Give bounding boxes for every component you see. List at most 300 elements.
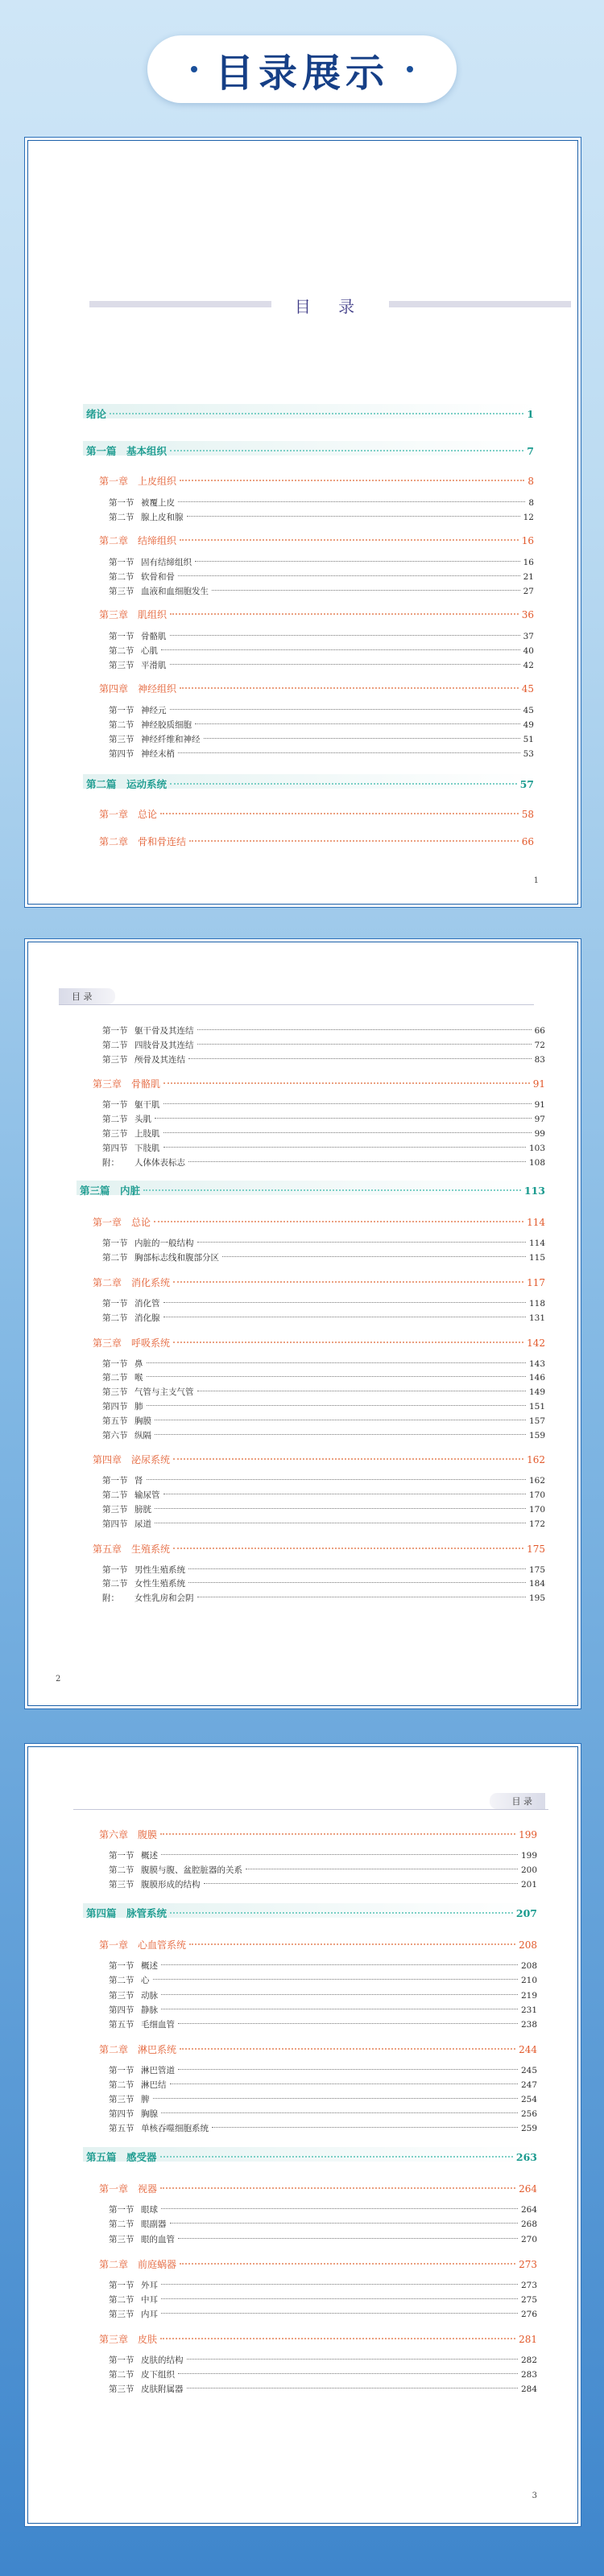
toc-page-number: 208 [520,1961,537,1972]
section-title: 胸膜 [134,1416,151,1426]
toc-page-number: 117 [527,1277,545,1288]
toc-section-entry[interactable] [102,1503,545,1515]
toc-entry-title: 第一章 心血管系统 [99,1939,187,1952]
toc-entry-title [102,1053,185,1065]
toc-page-number: 208 [519,1939,537,1952]
toc-section-entry[interactable] [102,1489,545,1501]
toc-page-number: 159 [528,1430,545,1440]
toc-section-entry[interactable] [109,2122,537,2134]
toc-section-entry[interactable] [109,2004,537,2016]
dot-leader [163,1147,526,1148]
toc-entry-title: 第三章 呼吸系统 [93,1337,171,1349]
toc-page-number: 195 [528,1593,545,1604]
toc-page-number: 175 [527,1543,545,1555]
toc-page-number: 219 [520,1990,537,2001]
section-title: 静脉 [141,2005,158,2015]
section-number: 第四节 [102,1519,128,1529]
toc-section-entry[interactable] [109,1974,537,1986]
toc-section-entry[interactable] [102,1237,545,1249]
section-title: 淋巴结 [141,2079,167,2090]
toc-entry-title: 第四篇 脉管系统 [86,1907,168,1920]
toc-section-entry[interactable] [109,2018,537,2030]
toc-section-entry[interactable] [109,585,534,597]
toc-section-entry[interactable] [102,1297,545,1309]
toc-page-number: 175 [528,1564,545,1575]
toc-page-3 [27,1746,578,2524]
section-number: 第四节 [102,1143,128,1153]
toc-page-2 [27,942,578,1706]
toc-entry-title [109,585,209,597]
dot-leader [189,1943,515,1945]
toc-section-entry[interactable] [102,1053,545,1065]
toc-section-entry[interactable] [109,556,534,568]
toc-page-number: 115 [528,1253,545,1263]
toc-entry-title [109,2093,150,2105]
toc-page-number: 201 [520,1880,537,1890]
toc-entry-title [109,2383,184,2395]
section-title: 人体体表标志 [134,1157,185,1168]
section-title: 神经末梢 [141,749,175,759]
section-title: 上肢肌 [134,1129,160,1139]
section-title: 单核吞噬细胞系统 [141,2124,209,2134]
toc-page-number: 268 [520,2219,537,2230]
section-number: 第三节 [109,587,134,596]
toc-entry-title [102,1429,151,1441]
running-header-label: 目 录 [59,988,115,1004]
dot-leader [188,1161,526,1162]
toc-part-entry[interactable] [86,406,534,421]
toc-section-entry[interactable] [102,1127,545,1140]
dot-leader [160,2187,515,2189]
toc-page-number: 284 [520,2384,537,2395]
toc-chapter-entry[interactable] [93,1215,545,1229]
toc-page-number: 51 [523,735,534,744]
toc-chapter-entry[interactable] [93,1077,545,1090]
toc-page-number: 231 [520,2005,537,2015]
section-number: 第二节 [109,1865,134,1876]
toc-section-entry[interactable] [109,645,534,657]
section-number: 第三节 [109,1990,134,2001]
dot-leader [212,2127,518,2128]
section-number: 第一节 [109,2205,134,2215]
toc-section-entry[interactable] [109,2218,537,2230]
toc-page-number: 57 [519,778,534,790]
toc-entry-title: 第一篇 基本组织 [86,445,168,457]
dot-leader [197,1044,532,1045]
toc-chapter-entry[interactable] [99,1938,537,1952]
toc-page-number: 247 [520,2079,537,2090]
running-header [59,989,542,1004]
page-number: 1 [533,876,539,885]
toc-part-entry[interactable] [86,777,534,791]
toc-section-entry[interactable] [109,2233,537,2245]
toc-part-entry[interactable] [86,443,534,458]
toc-section-entry[interactable] [109,2108,537,2120]
toc-chapter-entry[interactable] [99,2182,537,2195]
section-title: 内耳 [141,2309,158,2319]
toc-section-entry[interactable] [109,704,534,716]
toc-page-number: 263 [515,2151,537,2164]
toc-entry-title: 第二篇 运动系统 [86,778,168,790]
section-number: 第三节 [102,1129,128,1139]
toc-entry-title: 绪论 [86,408,107,420]
section-title: 骨骼肌 [141,632,167,641]
section-title: 心肌 [141,646,158,656]
toc-section-entry[interactable] [102,1518,545,1530]
dot-leader [160,2156,513,2158]
dot-leader [170,664,520,665]
toc-entry-title [102,1592,194,1604]
toc-section-entry[interactable] [109,2203,537,2215]
section-number: 第三节 [109,661,134,670]
toc-entry-title [102,1564,185,1576]
toc-entry-title [102,1127,160,1140]
dot-leader [160,813,519,814]
section-title: 皮肤附属器 [141,2384,184,2395]
toc-section-entry[interactable] [102,1098,545,1111]
dot-leader [160,2338,515,2339]
toc-page-number: 16 [523,558,534,567]
toc-entry-title: 第一章 总论 [99,809,158,820]
toc-chapter-entry[interactable] [99,2042,537,2056]
section-title: 纵隔 [134,1430,151,1440]
section-number: 第二节 [102,1373,128,1383]
toc-page-number: 27 [523,587,534,596]
toc-page-number: 108 [528,1157,545,1168]
toc-entry-title [109,719,192,731]
toc-section-entry[interactable] [109,2093,537,2105]
toc-page-number: 37 [523,632,534,641]
toc-entry-title [109,645,158,657]
toc-page-number: 199 [519,1829,537,1840]
toc-page-number: 16 [521,535,534,546]
toc-chapter-entry[interactable] [93,1336,545,1350]
toc-chapter-entry[interactable] [99,608,534,621]
toc-page-number: 45 [523,706,534,715]
toc-page-number: 66 [521,836,534,847]
toc-entry-title: 第三篇 内脏 [80,1185,141,1197]
toc-chapter-entry[interactable] [99,835,534,848]
dot-leader [204,1883,518,1884]
section-title: 中耳 [141,2294,158,2305]
toc-section-entry[interactable] [102,1592,545,1604]
toc-section-entry[interactable] [102,1358,545,1370]
toc-section-entry[interactable] [102,1400,545,1412]
section-title: 男性生殖系统 [134,1564,185,1575]
toc-page-number: 238 [520,2019,537,2030]
section-title: 血液和血细胞发生 [141,587,209,596]
section-number: 第二节 [109,2219,134,2230]
toc-page-number: 58 [521,809,534,820]
toc-page-number: 157 [528,1416,545,1426]
dot-leader [160,1833,515,1835]
dot-leader [161,2284,518,2285]
dot-leader [161,2208,518,2209]
toc-entry-title [102,1386,194,1398]
toc-section-entry[interactable] [109,2308,537,2320]
toc-entry-title [102,1237,194,1249]
toc-section-entry[interactable] [102,1251,545,1263]
toc-entry-title [109,1974,150,1986]
toc-section-entry[interactable] [109,2064,537,2076]
toc-page-number: 273 [520,2280,537,2290]
section-number: 第一节 [109,1961,134,1972]
section-title: 头肌 [134,1115,151,1125]
toc-page-number: 276 [520,2309,537,2319]
toc-page-number: 1 [527,408,534,420]
section-title: 平滑肌 [141,661,167,670]
toc-section-entry[interactable] [109,733,534,745]
toc-page-number: 146 [528,1373,545,1383]
toc-chapter-entry[interactable] [93,1276,545,1289]
section-title: 固有结缔组织 [141,558,192,567]
section-title: 淋巴管道 [141,2065,175,2075]
toc-page-number: 283 [520,2370,537,2380]
dot-leader [161,2298,518,2299]
toc-section-entry[interactable] [102,1386,545,1398]
toc-page-number: 245 [520,2065,537,2075]
toc-section-entry[interactable] [109,2079,537,2091]
section-title: 腺上皮和腺 [141,513,184,522]
toc-page-number: 143 [528,1358,545,1369]
section-title: 神经元 [141,706,167,715]
toc-section-entry[interactable] [109,497,534,509]
toc-entry-title: 第四章 神经组织 [99,683,177,694]
toc-entry-title [109,1849,158,1861]
toc-entry-title [109,556,192,568]
toc-section-entry[interactable] [109,748,534,760]
section-title: 概述 [141,1961,158,1972]
toc-section-entry[interactable] [102,1024,545,1037]
toc-section-entry[interactable] [102,1474,545,1486]
toc-section-entry[interactable] [109,630,534,642]
section-title: 女性生殖系统 [134,1579,185,1589]
toc-entry-title [109,2122,209,2134]
section-title: 躯干肌 [134,1100,160,1111]
dot-leader [188,1582,526,1583]
section-number: 第二节 [102,1313,128,1323]
toc-entry-title [109,2108,158,2120]
toc-page-1 [27,140,578,905]
dot-leader [195,561,520,562]
toc-section-entry[interactable] [109,2383,537,2395]
section-title: 外耳 [141,2280,158,2290]
dot-leader [178,2069,518,2070]
section-title: 心 [141,1976,150,1986]
section-title: 眼的血管 [141,2234,175,2244]
toc-section-entry[interactable] [109,1849,537,1861]
section-number: 第一节 [109,2065,134,2075]
toc-section-entry[interactable] [102,1577,545,1589]
bullet-dot-right [407,66,413,72]
toc-page-number: 113 [523,1185,545,1197]
section-title: 概述 [141,1851,158,1861]
toc-section-entry[interactable] [109,571,534,583]
toc-chapter-entry[interactable] [99,2257,537,2271]
toc-chapter-entry[interactable] [99,682,534,695]
toc-chapter-entry[interactable] [99,1828,537,1841]
dot-leader [154,1221,523,1222]
dot-leader [173,1548,523,1549]
section-title: 躯干骨及其连结 [134,1026,194,1036]
toc-page-number: 275 [520,2294,537,2305]
toc-entry-title [109,2354,184,2366]
section-number: 第三节 [109,2384,134,2395]
toc-part-entry[interactable] [86,1906,537,1920]
toc-section-entry[interactable] [102,1113,545,1125]
dot-leader [189,840,519,842]
dot-leader [161,1964,518,1965]
toc-entry-title [109,2018,175,2030]
section-title: 腹膜形成的结构 [141,1880,201,1890]
dot-leader [170,635,520,636]
toc-page-number: 270 [520,2234,537,2244]
section-number: 第六节 [102,1430,128,1440]
dot-leader [163,1082,530,1084]
section-number: 第一节 [109,2355,134,2365]
section-title: 皮下组织 [141,2370,175,2380]
dot-leader [173,1281,523,1283]
section-title: 内脏的一般结构 [134,1239,194,1249]
toc-section-entry[interactable] [109,2354,537,2366]
toc-section-entry[interactable] [102,1415,545,1427]
toc-section-entry[interactable] [109,2294,537,2306]
toc-section-entry[interactable] [109,1989,537,2001]
toc-page-number: 259 [520,2124,537,2134]
toc-section-entry[interactable] [109,659,534,671]
toc-section-entry[interactable] [109,511,534,523]
dot-leader [187,516,520,517]
toc-chapter-entry[interactable] [99,474,534,488]
toc-entry-title [102,1415,151,1427]
toc-entry-title [102,1371,143,1383]
section-number: 第四节 [109,2109,134,2120]
dot-leader [155,1508,526,1509]
page-number: 3 [532,2492,537,2500]
toc-page-number: 45 [521,683,534,694]
section-title: 软骨和骨 [141,572,175,582]
toc-entry-title [109,1864,242,1876]
toc-entry-title [109,2368,175,2380]
section-number: 第三节 [109,1880,134,1890]
section-title: 下肢肌 [134,1143,160,1153]
dot-leader [178,2238,518,2239]
section-title: 眼球 [141,2205,158,2215]
toc-entry-title: 第二章 前庭蜗器 [99,2258,177,2270]
dot-leader [153,1979,518,1980]
toc-chapter-entry[interactable] [93,1542,545,1556]
dot-leader [161,2313,518,2314]
section-number: 第二节 [102,1490,128,1501]
toc-section-entry[interactable] [109,1960,537,1972]
section-title: 气管与主支气管 [134,1387,194,1398]
section-number: 第三节 [102,1054,128,1065]
section-title: 颅骨及其连结 [134,1054,185,1065]
toc-page-number: 83 [534,1054,545,1065]
dot-leader [173,1458,523,1460]
toc-section-entry[interactable] [102,1312,545,1324]
section-number: 第一节 [102,1239,128,1249]
title-banner [147,35,457,103]
toc-section-entry[interactable] [102,1156,545,1168]
toc-section-entry[interactable] [109,2279,537,2291]
toc-chapter-entry[interactable] [99,534,534,547]
toc-section-entry[interactable] [109,719,534,731]
toc-page-number: 162 [528,1476,545,1486]
toc-entry-title [109,2233,175,2245]
toc-section-entry[interactable] [102,1039,545,1051]
section-title: 尿道 [134,1519,151,1529]
toc-chapter-entry[interactable] [93,1453,545,1466]
toc-page-number: 162 [527,1454,545,1466]
toc-entry-title [109,2004,158,2016]
dot-leader [173,1342,523,1343]
toc-entry-title [102,1577,185,1589]
dot-leader [153,2098,518,2099]
toc-page-number: 97 [534,1115,545,1125]
toc-page-number: 36 [521,609,534,620]
toc-page-number: 264 [519,2183,537,2195]
toc-page-number: 8 [528,498,534,508]
toc-section-entry[interactable] [109,1878,537,1890]
toc-entry-title [109,630,167,642]
toc-part-entry[interactable] [80,1183,545,1197]
section-number: 第二节 [102,1579,128,1589]
toc-entry-title [109,2079,167,2091]
section-number: 第二节 [109,1976,134,1986]
toc-page-number: 207 [515,1907,537,1920]
toc-section-entry[interactable] [109,1864,537,1876]
section-title: 消化腺 [134,1313,160,1323]
running-header [62,1794,545,1808]
toc-entry-title [109,2294,158,2306]
dot-leader [110,413,523,414]
dot-leader [143,1189,521,1191]
toc-section-entry[interactable] [102,1564,545,1576]
toc-entry-title: 第五章 生殖系统 [93,1543,171,1555]
toc-chapter-entry[interactable] [99,807,534,821]
section-title: 消化管 [134,1299,160,1309]
toc-page-number: 40 [523,646,534,656]
toc-page-number: 49 [523,720,534,730]
dot-leader [147,1362,526,1363]
toc-part-entry[interactable] [86,2149,537,2164]
section-number: 附： [102,1157,119,1168]
dot-leader [180,2263,515,2265]
toc-entry-title: 第五篇 感受器 [86,2151,157,2164]
toc-section-entry[interactable] [109,2368,537,2380]
section-number: 第二节 [109,2370,134,2380]
toc-entry-title: 第一章 视器 [99,2183,158,2195]
section-number: 第二节 [109,2079,134,2090]
dot-leader [170,1912,513,1914]
toc-entry-title [102,1518,151,1530]
dot-leader [178,752,520,753]
dot-leader [170,709,520,710]
section-number: 第三节 [102,1505,128,1515]
toc-page-number: 91 [534,1100,545,1111]
section-title: 皮肤的结构 [141,2355,184,2365]
toc-section-entry[interactable] [102,1371,545,1383]
section-number: 第四节 [109,749,134,759]
section-number: 第四节 [102,1402,128,1412]
toc-section-entry[interactable] [102,1429,545,1441]
toc-section-entry[interactable] [102,1142,545,1154]
dot-leader [180,687,519,689]
dot-leader [155,1434,526,1435]
toc-chapter-entry[interactable] [99,2332,537,2346]
toc-entry-title: 第三章 肌组织 [99,609,168,620]
